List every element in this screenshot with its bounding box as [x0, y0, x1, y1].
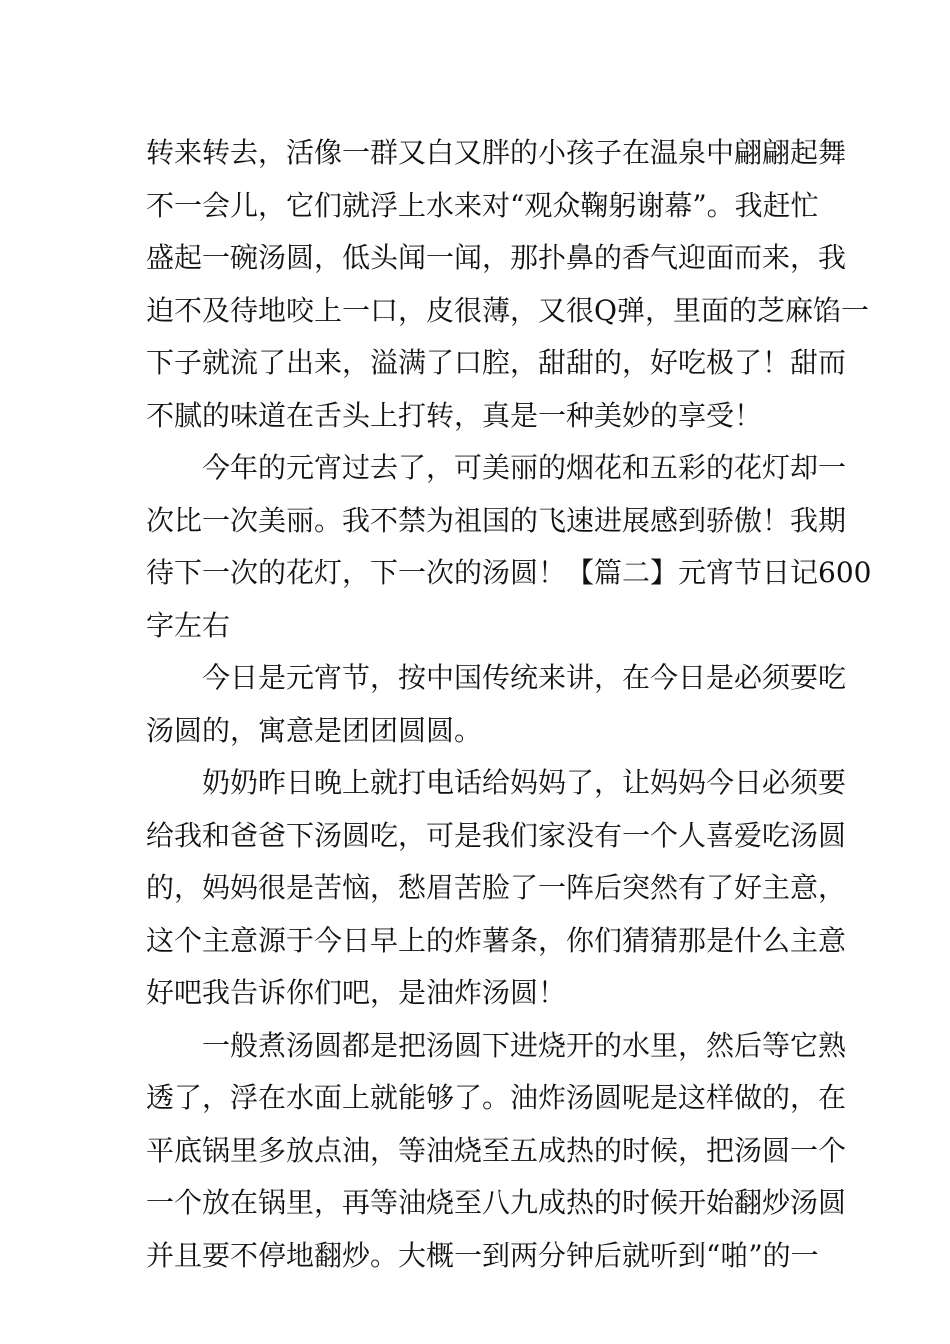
text-line: 这个主意源于今日早上的炸薯条，你们猜猜那是什么主意 [146, 923, 847, 957]
paragraph-first-line: 今日是元宵节，按中国传统来讲，在今日是必须要吃 [202, 661, 847, 694]
text-line: 下子就流了出来，溢满了口腔，甜甜的，好吃极了！甜而 [146, 346, 847, 379]
text-line: 给我和爸爸下汤圆吃，可是我们家没有一个人喜爱吃汤圆 [146, 818, 847, 852]
text-line: 并且要不停地翻炒。大概一到两分钟后就听到“啪”的一 [146, 1238, 819, 1272]
text-line: 次比一次美丽。我不禁为祖国的飞速进展感到骄傲！我期 [146, 503, 847, 537]
text-line: 透了，浮在水面上就能够了。油炸汤圆呢是这样做的，在 [146, 1081, 847, 1114]
text-line: 转来转去，活像一群又白又胖的小孩子在温泉中翩翩起舞 [146, 136, 847, 169]
text-line: 待下一次的花灯，下一次的汤圆！【篇二】元宵节日记600 [146, 556, 872, 589]
text-line: 盛起一碗汤圆，低头闻一闻，那扑鼻的香气迎面而来，我 [146, 241, 847, 274]
text-line: 平底锅里多放点油，等油烧至五成热的时候，把汤圆一个 [146, 1133, 847, 1167]
body-text [146, 127, 872, 1282]
paragraph-first-line: 今年的元宵过去了，可美丽的烟花和五彩的花灯却一 [202, 451, 847, 484]
text-line: 不腻的味道在舌头上打转，真是一种美妙的享受！ [146, 398, 763, 432]
paragraph-first-line: 奶奶昨日晚上就打电话给妈妈了，让妈妈今日必须要 [202, 766, 847, 799]
text-line: 一个放在锅里，再等油烧至八九成热的时候开始翻炒汤圆 [146, 1186, 847, 1219]
text-line: 汤圆的，寓意是团团圆圆。 [146, 713, 483, 747]
text-line: 好吧我告诉你们吧，是油炸汤圆！ [146, 976, 567, 1009]
paragraph-first-line: 一般煮汤圆都是把汤圆下进烧开的水里，然后等它熟 [202, 1028, 847, 1062]
text-line: 的，妈妈很是苦恼，愁眉苦脸了一阵后突然有了好主意， [146, 871, 847, 904]
text-line: 不一会儿，它们就浮上水来对“观众鞠躬谢幕”。我赶忙 [146, 188, 819, 222]
text-line: 迫不及待地咬上一口，皮很薄，又很Q弹，里面的芝麻馅一 [146, 293, 869, 327]
text-line: 字左右 [146, 608, 231, 642]
